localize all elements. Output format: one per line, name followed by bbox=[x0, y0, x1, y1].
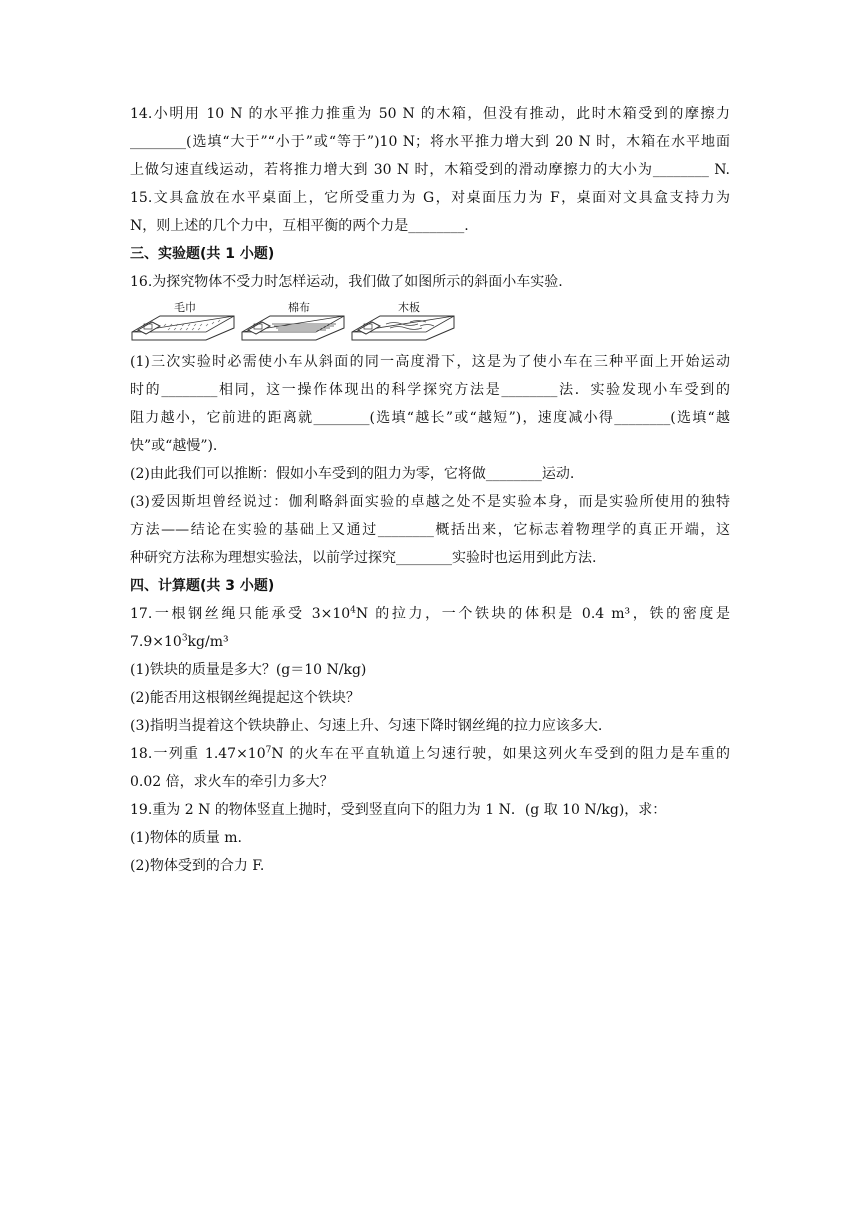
towel-label: 毛巾 bbox=[174, 301, 196, 314]
wood-label: 木板 bbox=[398, 301, 420, 314]
towel-surface-figure bbox=[130, 302, 236, 342]
q17-line-1-a: 17.一根钢丝绳只能承受 3×10 bbox=[130, 606, 351, 622]
section-heading-calculation: 四、计算题(共 3 小题) bbox=[130, 578, 275, 594]
q16-part1-line-1: (1)三次实验时必需使小车从斜面的同一高度滑下，这是为了使小车在三种平面上开始运动 bbox=[130, 354, 730, 370]
q19-line-1: 19.重为 2 N 的物体竖直上抛时，受到竖直向下的阻力为 1 N．(g 取 10 N/kg)，求： bbox=[130, 802, 667, 818]
q18-line-1-a: 18.一列重 1.47×10 bbox=[130, 746, 266, 762]
q16-part3-line-2: 方法——结论在实验的基础上又通过________概括出来，它标志着物理学的真正开端，这 bbox=[130, 522, 730, 538]
q18-line-1 bbox=[130, 740, 730, 768]
q17-sub-2: (2)能否用这根钢丝绳提起这个铁块？ bbox=[130, 690, 360, 706]
q16-part3-line-3: 种研究方法称为理想实验法，以前学过探究________实验时也运用到此方法. bbox=[130, 550, 597, 566]
q16-part2: (2)由此我们可以推断：假如小车受到的阻力为零，它将做________运动. bbox=[130, 466, 575, 482]
section-heading-experiment: 三、实验题(共 1 小题) bbox=[130, 246, 275, 262]
q16-part1-line-2: 时的________相同，这一操作体现出的科学探究方法是________法．实验发现小车受到的 bbox=[130, 382, 730, 398]
q17-line-2 bbox=[130, 628, 730, 656]
q15-line-1: 15.文具盒放在水平桌面上，它所受重力为 G，对桌面压力为 F，桌面对文具盒支持力为 bbox=[130, 190, 730, 206]
q16-part1-line-4: 快”或“越慢”). bbox=[130, 438, 218, 454]
q17-line-1 bbox=[130, 600, 730, 628]
q19-sub-1: (1)物体的质量 m. bbox=[130, 830, 243, 846]
q15-line-2: N，则上述的几个力中，互相平衡的两个力是________. bbox=[130, 218, 469, 234]
q14-line-3: 上做匀速直线运动，若将推力增大到 30 N 时，木箱受到的滑动摩擦力的大小为________ N. bbox=[130, 162, 730, 178]
q17-exponent-1: 4 bbox=[350, 605, 356, 616]
q18-line-2: 0.02 倍，求火车的牵引力多大？ bbox=[130, 774, 334, 790]
q18-line-1-b: N 的火车在平直轨道上匀速行驶，如果这列火车受到的阻力是车重的 bbox=[271, 746, 731, 762]
q18-exponent: 7 bbox=[265, 745, 272, 756]
q16-part1-line-3: 阻力越小，它前进的距离就________(选填“越长”或“越短”)，速度减小得________(选填“越 bbox=[130, 410, 730, 426]
q17-sub-1: (1)铁块的质量是多大？(g＝10 N/kg) bbox=[130, 662, 367, 678]
wood-surface-figure bbox=[350, 302, 456, 342]
q14-line-1: 14.小明用 10 N 的水平推力推重为 50 N 的木箱，但没有推动，此时木箱受到的摩擦力 bbox=[130, 106, 730, 122]
q17-exponent-2: 3 bbox=[181, 633, 188, 644]
q17-sub-3: (3)指明当提着这个铁块静止、匀速上升、匀速下降时钢丝绳的拉力应该多大. bbox=[130, 718, 603, 734]
cotton-label: 棉布 bbox=[288, 301, 310, 314]
q16-part3-line-1: (3)爱因斯坦曾经说过：伽利略斜面实验的卓越之处不是实验本身，而是实验所使用的独特 bbox=[130, 494, 730, 510]
q17-line-1-b: N 的拉力，一个铁块的体积是 0.4 m³，铁的密度是 bbox=[355, 606, 730, 622]
q19-sub-2: (2)物体受到的合力 F. bbox=[130, 858, 265, 874]
incline-experiment-figure bbox=[130, 296, 730, 348]
cotton-surface-figure bbox=[240, 302, 346, 342]
q17-line-2-a: 7.9×10 bbox=[130, 634, 182, 650]
q14-line-2: ________(选填“大于”“小于”或“等于”)10 N；将水平推力增大到 20 N 时，木箱在水平地面 bbox=[130, 134, 730, 150]
worksheet-page bbox=[130, 100, 730, 880]
q16-intro: 16.为探究物体不受力时怎样运动，我们做了如图所示的斜面小车实验. bbox=[130, 274, 563, 290]
q17-line-2-b: kg/m³ bbox=[187, 634, 229, 650]
